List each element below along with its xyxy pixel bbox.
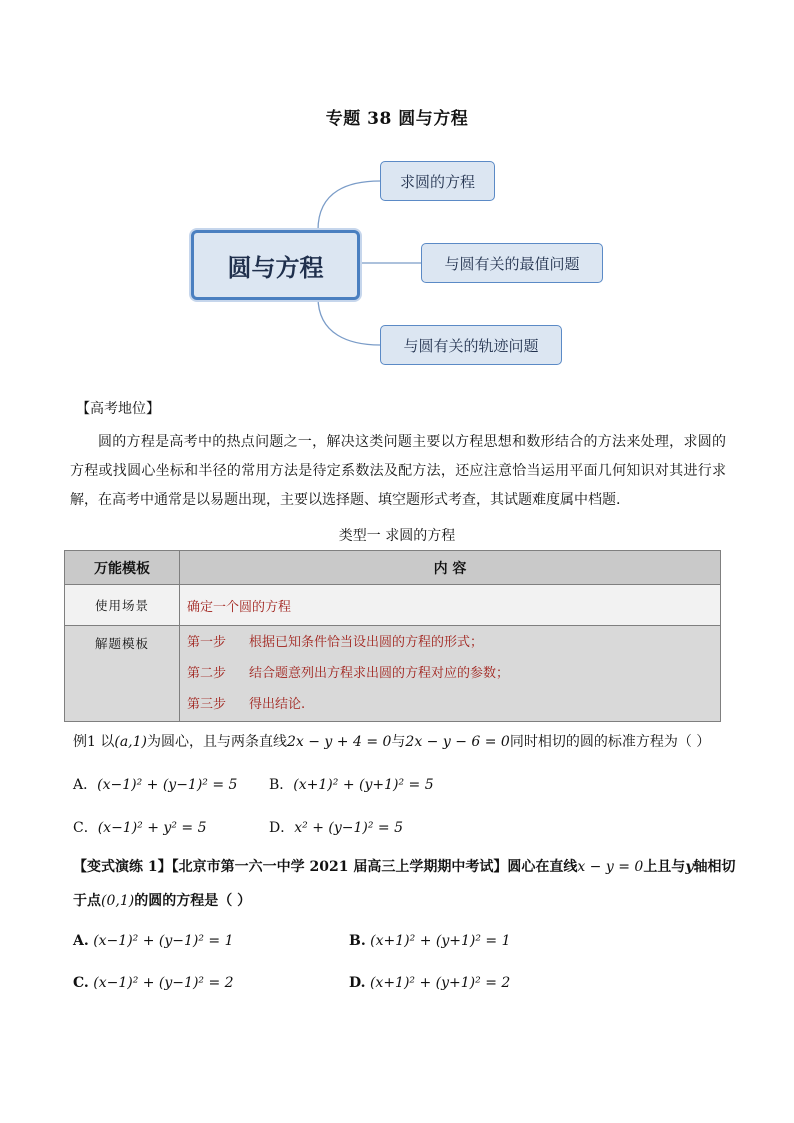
steps-label: 解题模板: [65, 626, 180, 722]
step-2: 第二步 结合题意列出方程求出圆的方程对应的参数；: [187, 666, 510, 681]
type-heading: 类型一 求圆的方程: [338, 528, 456, 544]
steps-cell: [180, 626, 721, 722]
mind-map-node-find-equation: 求圆的方程: [380, 161, 495, 201]
example-1-option-b: B．(x+1)² + (y+1)² = 5: [269, 777, 434, 793]
variant-1-option-c: C. (x−1)² + (y−1)² = 2: [73, 975, 234, 991]
template-table: [64, 550, 721, 722]
example-1-question: 例1 以(a,1)为圆心，且与两条直线2x − y + 4 = 0与2x − y − 6 = 0同时相切的圆的标准方程为（ ）: [73, 734, 711, 750]
connector-bottom: [318, 297, 380, 345]
example-1-option-d: D．x² + (y−1)² = 5: [269, 820, 403, 836]
example-1-option-c: C．(x−1)² + y² = 5: [73, 820, 207, 836]
variant-1-option-d: D. (x+1)² + (y+1)² = 2: [349, 975, 511, 991]
mind-map: [0, 150, 794, 380]
variant-1-question-line1: 【变式演练 1】【北京市第一六一中学 2021 届高三上学期期中考试】圆心在直线x − y = 0上且与y轴相切: [73, 859, 736, 875]
variant-1-option-a: A. (x−1)² + (y−1)² = 1: [73, 933, 234, 949]
mind-map-center: 圆与方程: [191, 230, 360, 300]
page-title: 专题 38 圆与方程: [325, 109, 469, 129]
table-header-content: 内 容: [180, 551, 721, 585]
step-1: 第一步 根据已知条件恰当设出圆的方程的形式；: [187, 635, 484, 650]
table-header-template: 万能模板: [65, 551, 180, 585]
section-heading: 【高考地位】: [76, 401, 160, 417]
mind-map-node-locus: 与圆有关的轨迹问题: [380, 325, 562, 365]
section-paragraph: 圆的方程是高考中的热点问题之一，解决这类问题主要以方程思想和数形结合的方法来处理，求圆的方程或找圆心坐标和半径的常用方法是待定系数法及配方法，还应注意恰当运用平面几何知识对其进行求解，在高考中通常是以易题出现，主要以选择题、填空题形式考查，其试题难度属中档题.: [70, 434, 726, 508]
use-label: 使用场景: [65, 585, 180, 626]
variant-1-option-b: B. (x+1)² + (y+1)² = 1: [349, 933, 511, 949]
step-3: 第三步 得出结论.: [187, 697, 306, 712]
use-text: 确定一个圆的方程: [180, 585, 721, 626]
example-1-option-a: A．(x−1)² + (y−1)² = 5: [73, 777, 238, 793]
connector-top: [318, 181, 380, 230]
mind-map-node-extremum: 与圆有关的最值问题: [421, 243, 603, 283]
variant-1-question-line2: 于点(0,1)的圆的方程是（ ）: [73, 893, 252, 909]
